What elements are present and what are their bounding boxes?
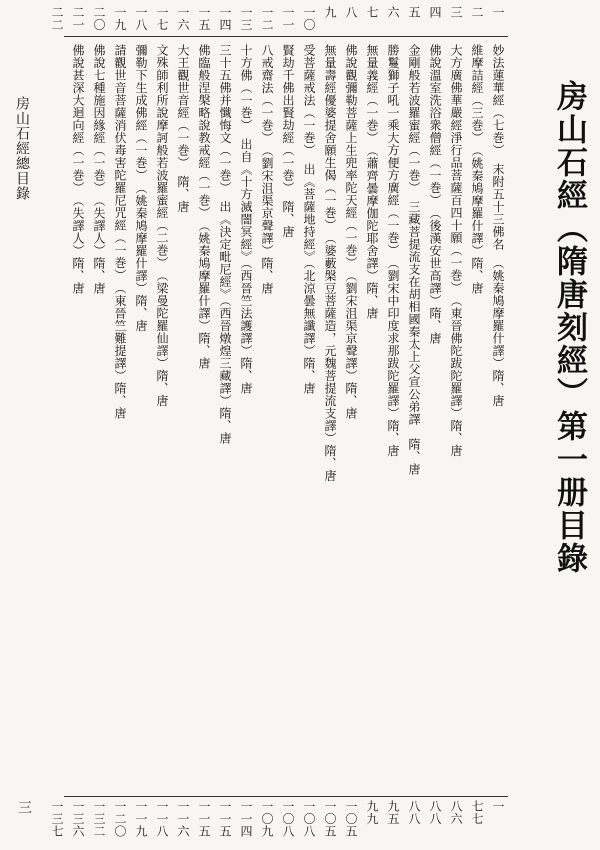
entry-number: 二一: [71, 6, 85, 31]
entry-title: 佛說觀彌勒菩薩上生兜率陀天經（一巻） （劉宋沮渠京聲譯）隋、唐: [344, 44, 358, 420]
entry-page: 一三二: [92, 800, 106, 838]
entry-page: 一一五: [197, 800, 211, 838]
entry-number: 一四: [218, 6, 232, 31]
entry-number: 四: [428, 6, 442, 19]
toc-entry: [340, 0, 361, 850]
entry-page: 一一四: [239, 800, 253, 838]
entry-title: 金剛般若波羅蜜經（一巻） 三藏菩提流支在胡相國秦太上父宣公弟譯 隋、唐: [407, 44, 421, 476]
entry-number: 八: [344, 6, 358, 19]
toc-entry: [424, 0, 445, 850]
entry-number: 一五: [197, 6, 211, 31]
page-number: 三: [16, 800, 32, 814]
entry-title: 無量義經（一巻） （蕭齊曇摩伽陀耶舍譯）隋、唐: [365, 44, 379, 320]
entry-number: 二: [470, 6, 484, 19]
entry-number: 一: [491, 6, 505, 19]
entry-number: 五: [407, 6, 421, 19]
running-head: 房山石經總目錄: [14, 96, 30, 201]
entry-page: 一三七: [50, 800, 64, 838]
entry-title: 佛說溫室洗浴衆僧經（一巻） （後漢安世高譯）隋、唐: [428, 44, 442, 345]
entry-title: 無量壽經優婆提舍願生偈（一巻） （婆藪槃豆菩薩造，元魏菩提流支譯）隋、唐: [323, 44, 337, 482]
entry-number: 一七: [155, 6, 169, 31]
entry-page: 九九: [365, 800, 379, 825]
entry-title: 佛臨般涅槃略說教戒經（一巻） （姚秦鳩摩羅什譯）隋、唐: [197, 44, 211, 370]
entry-page: 一: [491, 800, 505, 813]
entry-title: 佛說七種施因緣經（一巻） （失譯人）隋、唐: [92, 44, 106, 295]
entry-title: 維摩詰經（三巻） （姚秦鳩摩羅什譯）隋、唐: [470, 44, 484, 295]
entry-title: 彌勒下生成佛經（一巻） （姚秦鳩摩羅什譯）隋、唐: [134, 44, 148, 332]
entry-page: 一二〇: [113, 800, 127, 838]
entry-number: 二〇: [92, 6, 106, 31]
entry-number: 七: [365, 6, 379, 19]
entry-page: 一三六: [71, 800, 85, 838]
entry-title: 賢劫千佛出賢劫經（一巻） 隋、唐: [281, 44, 295, 238]
entry-page: 一一六: [176, 800, 190, 838]
entry-page: 一〇八: [302, 800, 316, 838]
entry-number: 一二: [260, 6, 274, 31]
entry-title: 佛說甚深大迴向經（一巻） （失譯人）隋、唐: [71, 44, 85, 295]
entry-page: 八八: [407, 800, 421, 825]
toc-entry: [256, 0, 277, 850]
entry-title: 三十五佛并懺悔文（一巻） 出《決定毗尼經》（西晉燉煌三藏譯）隋、唐: [218, 44, 232, 445]
entry-page: 八六: [449, 800, 463, 825]
entry-page: 一一五: [218, 800, 232, 838]
entry-title: 大王觀世音經（一巻） 隋、唐: [176, 44, 190, 213]
toc-entry: [298, 0, 319, 850]
toc-entry: [487, 0, 508, 850]
entry-number: 一三: [239, 6, 253, 31]
entry-title: 十方佛（一巻） 出自《十方滅闇冥經》（西晉竺法護譯）隋、唐: [239, 44, 253, 395]
entry-page: 一〇五: [323, 800, 337, 838]
toc-entry: [109, 0, 130, 850]
entry-number: 一〇: [302, 6, 316, 31]
toc-entry: [445, 0, 466, 850]
entry-page: 九五: [386, 800, 400, 825]
toc-entry: [382, 0, 403, 850]
toc-entry: [130, 0, 151, 850]
toc-entry: [235, 0, 256, 850]
entry-title: 勝鬘獅子吼一乘大方便方廣經（一巻） （劉宋中印度求那跋陀羅譯）隋、唐: [386, 44, 400, 457]
entry-number: 一八: [134, 6, 148, 31]
entry-title: 妙法蓮華經（七巻） 末附五十三佛名 （姚秦鳩摩羅什譯）隋、唐: [491, 44, 505, 407]
entry-number: 六: [386, 6, 400, 19]
entry-number: 一一: [281, 6, 295, 31]
toc-entry: [403, 0, 424, 850]
entry-title: 請觀世音菩薩消伏毒害陀羅尼咒經（一巻） （東晉竺難提譯）隋、唐: [113, 44, 127, 420]
toc-entry: [88, 0, 109, 850]
entry-page: 一一八: [155, 800, 169, 838]
entry-number: 一六: [176, 6, 190, 31]
entry-title: 大方廣佛華嚴經淨行品菩薩百四十願（一巻） （東晉佛陀跋陀羅譯）隋、唐: [449, 44, 463, 457]
toc-entry: [466, 0, 487, 850]
entry-number: 一九: [113, 6, 127, 31]
entry-number: 三: [449, 6, 463, 19]
toc-entry: [277, 0, 298, 850]
entry-title: 文殊師利所說摩訶般若波羅蜜經（二巻） （梁曼陀羅仙譯）隋、唐: [155, 44, 169, 407]
entry-page: 七七: [470, 800, 484, 825]
toc-entry: [214, 0, 235, 850]
toc-entry: [361, 0, 382, 850]
entry-number: 二二: [50, 6, 64, 31]
entry-page: 一〇九: [260, 800, 274, 838]
entry-page: 一〇八: [281, 800, 295, 838]
entry-title: 受菩薩戒法（一巻） 出《菩薩地持經》（北涼曇無讖譯）隋、唐: [302, 44, 316, 395]
entry-page: 一〇五: [344, 800, 358, 838]
page-title: 房山石經（隋唐刻經）第一册目錄: [551, 80, 587, 575]
entry-title: 八戒齋法（一巻） （劉宋沮渠京聲譯）隋、唐: [260, 44, 274, 295]
toc-entry: [193, 0, 214, 850]
toc-entry: [172, 0, 193, 850]
entry-page: 八八: [428, 800, 442, 825]
toc-entry: [319, 0, 340, 850]
toc-entry: [67, 0, 88, 850]
entry-number: 九: [323, 6, 337, 19]
toc-entry: [46, 0, 67, 850]
entry-page: 一一九: [134, 800, 148, 838]
toc-entry: [151, 0, 172, 850]
